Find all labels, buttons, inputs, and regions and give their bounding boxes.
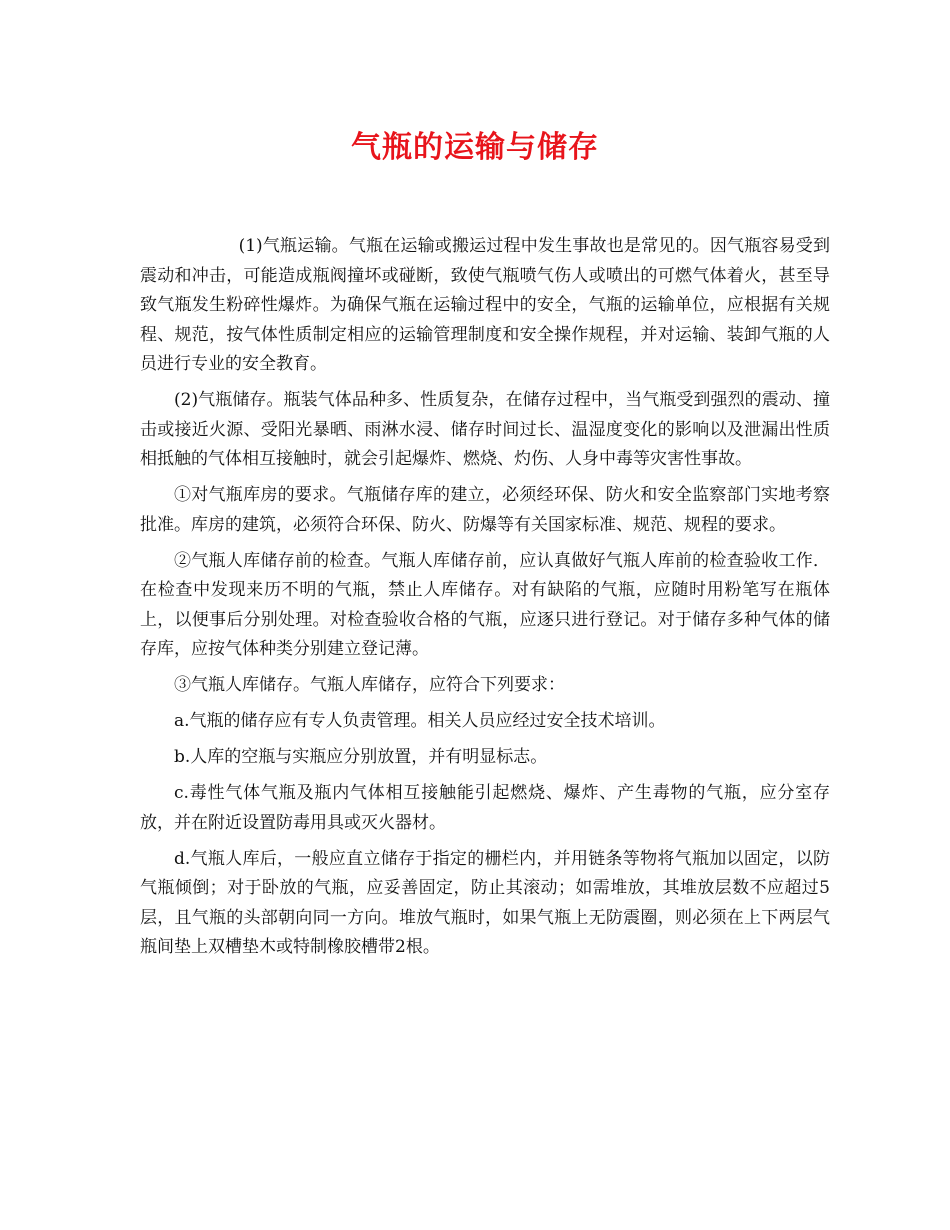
list-item-a: a.气瓶的储存应有专人负责管理。相关人员应经过安全技术培训。 <box>174 711 666 731</box>
paragraph-storage: (2)气瓶储存。瓶装气体品种多、性质复杂，在储存过程中，当气瓶受到强烈的震动、撞击或接近火源、受阳光暴晒、雨淋水浸、储存时间过长、温湿度变化的影响以及泄漏出性质相抵触的气体相互接触时，就会引起爆炸、燃烧、灼伤、人身中毒等灾害性事故。 <box>140 390 830 469</box>
list-item-b: b.人库的空瓶与实瓶应分别放置，并有明显标志。 <box>174 747 548 767</box>
list-item-d: d.气瓶人库后，一般应直立储存于指定的栅栏内，并用链条等物将气瓶加以固定，以防气瓶倾倒；对于卧放的气瓶，应妥善固定，防止其滚动；如需堆放，其堆放层数不应超过5层，且气瓶的头部朝向同一方向。堆放气瓶时，如果气瓶上无防震圈，则必须在上下两层气瓶间垫上双槽垫木或特制橡胶槽带2根。 <box>140 848 830 957</box>
paragraph-pre-storage-inspection: ②气瓶人库储存前的检查。气瓶人库储存前，应认真做好气瓶人库前的检查验收工作．在检查中发现来历不明的气瓶，禁止人库储存。对有缺陷的气瓶，应随时用粉笔写在瓶体上，以便事后分别处理。对检查验收合格的气瓶，应逐只进行登记。对于储存多种气体的储存库，应按气体种类分别建立登记薄。 <box>140 550 830 659</box>
paragraph-warehouse-requirements: ①对气瓶库房的要求。气瓶储存库的建立，必须经环保、防火和安全监察部门实地考察批准。库房的建筑，必须符合环保、防火、防爆等有关国家标准、规范、规程的要求。 <box>140 485 830 535</box>
paragraph-storage-requirements: ③气瓶人库储存。气瓶人库储存，应符合下列要求： <box>174 675 565 695</box>
document-body <box>140 232 830 969</box>
list-item-c: c.毒性气体气瓶及瓶内气体相互接触能引起燃烧、爆炸、产生毒物的气瓶，应分室存放，并在附近设置防毒用具或灭火器材。 <box>140 783 830 833</box>
paragraph-transport: (1)气瓶运输。气瓶在运输或搬运过程中发生事故也是常见的。因气瓶容易受到震动和冲击，可能造成瓶阀撞坏或碰断，致使气瓶喷气伤人或喷出的可燃气体着火，甚至导致气瓶发生粉碎性爆炸。为确保气瓶在运输过程中的安全，气瓶的运输单位，应根据有关规程、规范，按气体性质制定相应的运输管理制度和安全操作规程，并对运输、装卸气瓶的人员进行专业的安全教育。 <box>140 236 830 374</box>
document-title: 气瓶的运输与储存 <box>351 130 599 165</box>
